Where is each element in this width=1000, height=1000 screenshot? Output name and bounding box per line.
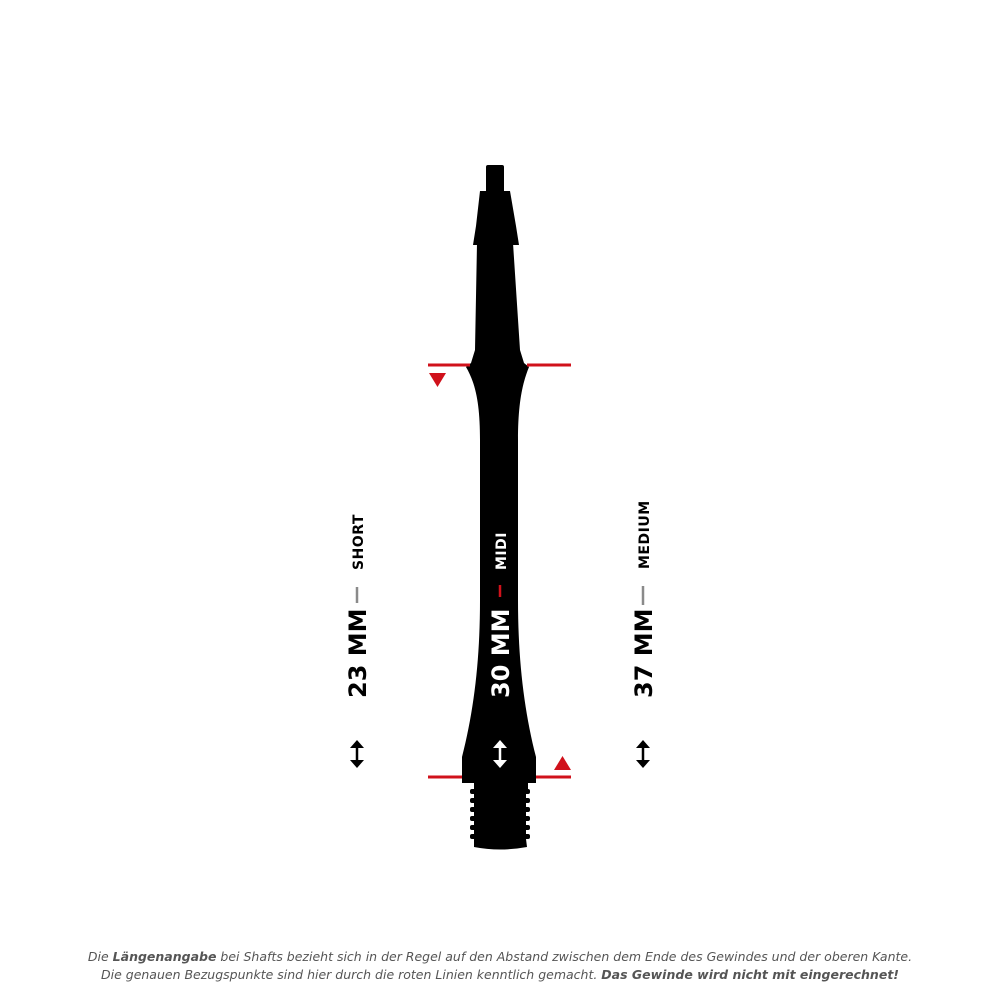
caption-line-2-text-start: Die genauen Bezugspunkte sind hier durch die roten Linien kenntlich gemacht. — [101, 967, 602, 982]
shaft-body — [462, 243, 536, 783]
midi-name-label: MIDI — [494, 532, 510, 570]
caption-line-1-text-end: bei Shafts bezieht sich in der Regel auf den Abstand zwischen dem Ende des Gewindes und der oberen Kante. — [216, 949, 913, 964]
bottom-marker-icon — [554, 756, 571, 770]
short-double-arrow-icon — [350, 740, 364, 768]
caption-line-1-text-start: Die — [87, 949, 113, 964]
medium-length-label: 37 MM — [630, 608, 658, 698]
midi-length-label: 30 MM — [487, 608, 515, 698]
caption-line-2 — [0, 965, 1000, 984]
medium-double-arrow-icon — [636, 740, 650, 768]
caption-line-2-bold: Das Gewinde wird nicht mit eingerechnet! — [601, 967, 899, 982]
medium-name-label: MEDIUM — [637, 500, 653, 569]
caption-line-1-bold: Längenangabe — [112, 949, 217, 964]
top-marker-icon — [429, 373, 446, 387]
shaft-thread — [470, 783, 530, 850]
short-length-label: 23 MM — [344, 608, 372, 698]
shaft-tip — [486, 165, 504, 193]
short-name-label: SHORT — [351, 514, 367, 570]
caption-line-1 — [0, 947, 1000, 966]
shaft-top-cone — [473, 191, 519, 245]
